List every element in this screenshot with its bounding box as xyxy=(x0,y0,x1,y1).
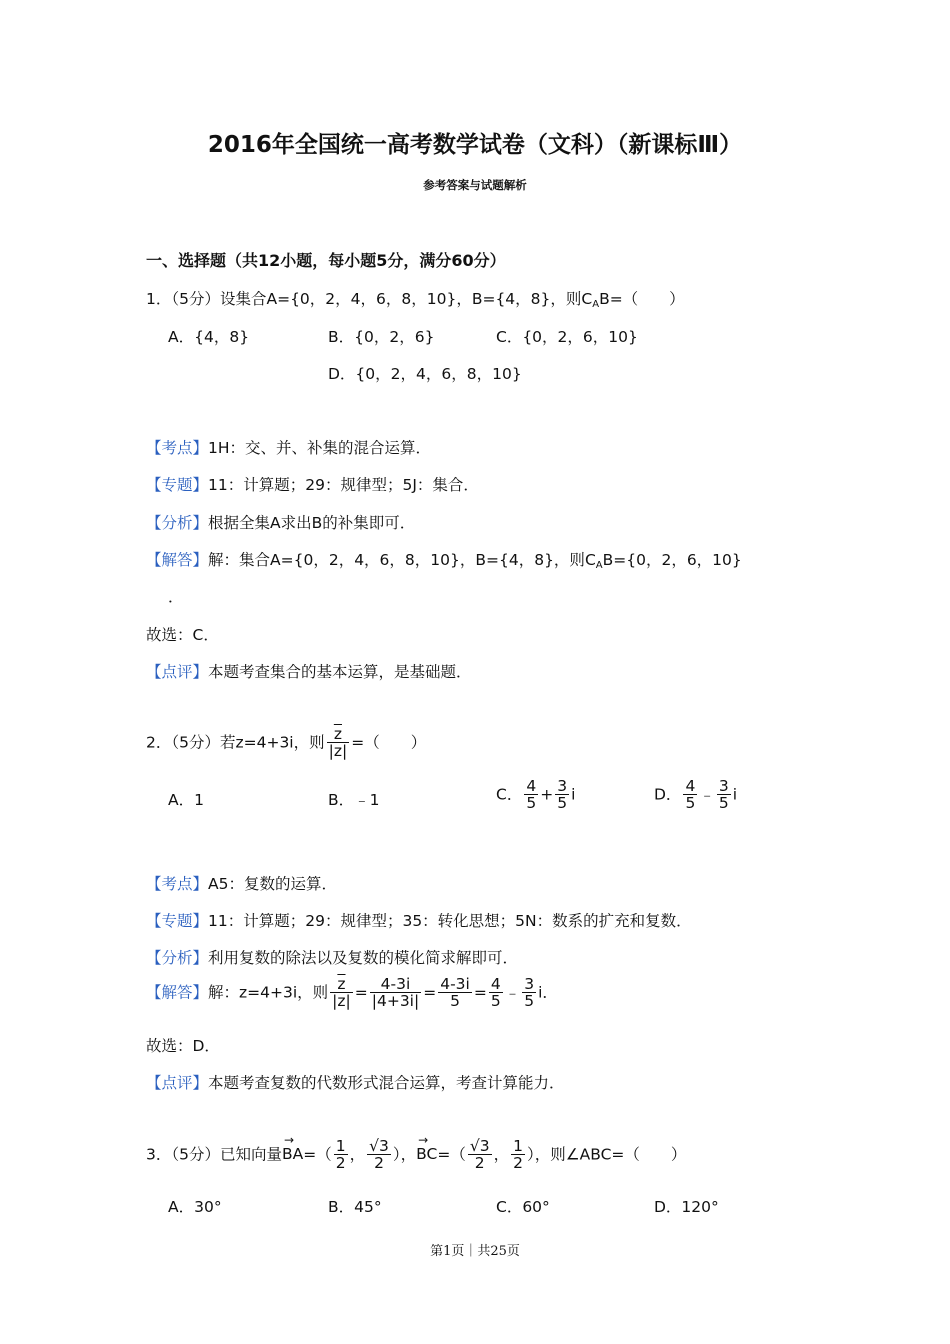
vector-ba: → BA xyxy=(282,1145,303,1163)
q2-answer: 故选：D． xyxy=(146,1037,220,1055)
q1-option-d: D．{0，2，4，6，8，10} xyxy=(328,365,522,383)
q2-kaodian: 【考点】A5：复数的运算． xyxy=(146,875,337,893)
q2-stem-fraction: $\frac{\overline{z}}{|z|}$ xyxy=(328,725,348,761)
q1-zhuanti: 【专题】11：计算题；29：规律型；5J：集合． xyxy=(146,476,479,494)
page-footer: 第1页｜共25页 xyxy=(430,1244,520,1259)
q1-fenxi: 【分析】根据全集A求出B的补集即可． xyxy=(146,514,416,532)
vector-bc: → BC xyxy=(416,1145,437,1163)
q1-option-b: B．{0，2，6} xyxy=(328,328,435,346)
q1-jieda-dot: ． xyxy=(168,588,184,606)
section-heading: 一、选择题（共12小题，每小题5分，满分60分） xyxy=(146,251,506,270)
q2-zhuanti: 【专题】11：计算题；29：规律型；35：转化思想；5N：数系的扩充和复数． xyxy=(146,912,692,930)
q2-dianping: 【点评】本题考查复数的代数形式混合运算，考查计算能力． xyxy=(146,1074,565,1092)
q2-jieda: 【解答】解：z=4+3i，则 $\frac{\overline{z}}{|z|}$ = $\frac{4-3i}{|4+3i|}$ = $\frac{4-3i}{5}$ = $\frac{4}{5}$ ﹣ $\frac{3}{5}$ i． xyxy=(146,975,558,1011)
q1-stem: 1．（5分）设集合A={0，2，4，6，8，10}，B={4，8}，则$C_AB=$（ ） xyxy=(146,290,685,310)
page-title: 2016年全国统一高考数学试卷（文科）（新课标Ⅲ） xyxy=(207,132,743,158)
q2-option-b: B．﹣1 xyxy=(328,791,380,809)
q1-dianping: 【点评】本题考查集合的基本运算，是基础题． xyxy=(146,663,472,681)
q2-option-d: D． $\frac{4}{5}$ ﹣ $\frac{3}{5}$ i xyxy=(654,777,738,813)
q3-stem: 3．（5分）已知向量→ BA=（ $\frac{1}{2}$ ， $\frac{√3}{2}$ ），→ BC=（ $\frac{√3}{2}$ ， $\frac{1}{2}$ ），则∠ABC=（ ） xyxy=(146,1138,686,1172)
q1-answer: 故选：C． xyxy=(146,626,219,644)
q2-option-c: C． $\frac{4}{5}$ + $\frac{3}{5}$ i xyxy=(496,777,576,813)
q3-option-b: B．45° xyxy=(328,1198,382,1216)
q3-option-a: A．30° xyxy=(168,1198,222,1216)
q2-stem: 2．（5分）若z=4+3i，则 $\frac{\overline{z}}{|z|}$ =（ ） xyxy=(146,725,427,761)
q1-jieda: 【解答】解：集合A={0，2，4，6，8，10}，B={4，8}，则$C_AB=\{0$，2，6，10} xyxy=(146,551,742,571)
page-subtitle: 参考答案与试题解析 xyxy=(423,178,527,192)
q2-fenxi: 【分析】利用复数的除法以及复数的模化简求解即可． xyxy=(146,949,519,967)
q1-option-c: C．{0，2，6，10} xyxy=(496,328,638,346)
q1-kaodian: 【考点】1H：交、并、补集的混合运算． xyxy=(146,439,432,457)
q3-option-c: C．60° xyxy=(496,1198,550,1216)
q2-option-a: A．1 xyxy=(168,791,204,809)
q1-option-a: A．{4，8} xyxy=(168,328,250,346)
q3-option-d: D．120° xyxy=(654,1198,719,1216)
